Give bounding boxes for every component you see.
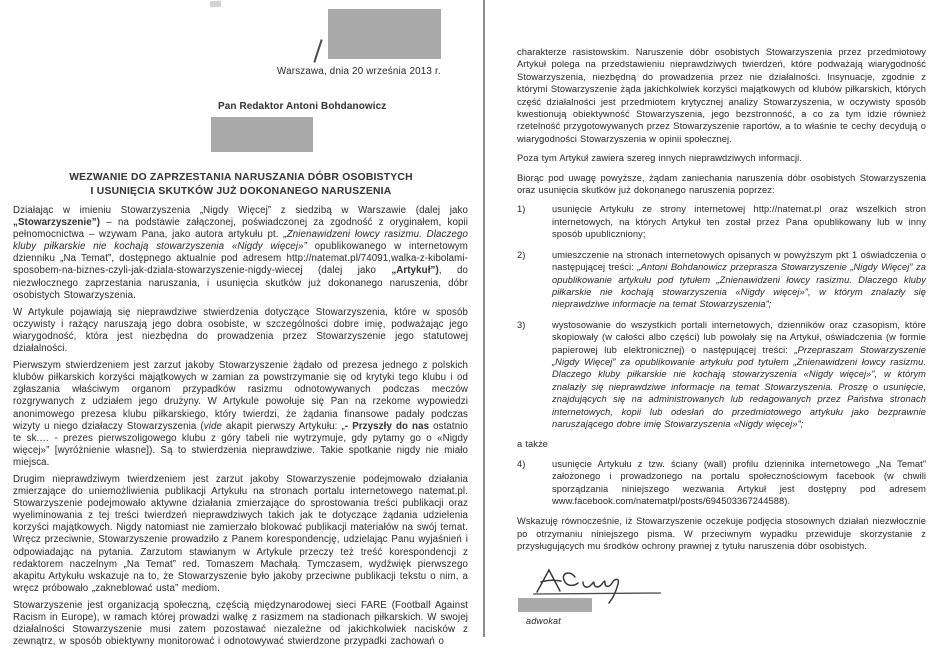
demand-item-4 bbox=[517, 458, 926, 508]
document-title-line-1: WEZWANIE DO ZAPRZESTANIA NARUSZANIA DÓBR OSOBISTYCH bbox=[69, 172, 413, 183]
paragraph-second-allegation: Drugim nieprawdziwym twierdzeniem jest zarzut jakoby Stowarzyszenie podejmowało działania zmierzające do uniemożliwienia publikacji Artykułu na stronach portalu internetowego natemat.pl. Stowarzyszenie podejmowało aktywne działania zmierzające do sprostowania treści publikacji oraz wyeliminowania z tej treści twierdzeń nieprawdziwych takich jak te dotyczące żądania udzielenia korzyści majątkowych. Nigdy natomiast nie zamierzało blokować publikacji materiałów na swój temat. Wręcz przeciwnie, Stowarzyszenie prowadziło z Panem korespondencję, udzielając Panu wyjaśnień i odpowiadając na pytania. Zarzutom stawianym w Artykule przeczy też treść korespondencji z redaktorem naczelnym „Na Temat” red. Tomaszem Machałą. Tymczasem, wydźwięk pierwszego akapitu Artykułu wskazuje na to, że Stowarzyszenie było jakoby przeciwne publikacji tekstu o nim, a wręcz próbowało „zakneblować usta” mediom. bbox=[13, 473, 468, 594]
signatory-role: adwokat bbox=[526, 615, 561, 626]
paragraph-fare: Stowarzyszenie jest organizacją społeczną, częścią międzynarodowej sieci FARE (Football Against Racism in Europe), w ramach której prowadzi walkę z rasizmem na stadionach piłkarskich. W swojej działalności Stowarzyszenie musi zatem pozostawać niezależne od jakichkolwiek nacisków z zewnątrz, w sposób obiektywny monitorować i odnotowywać stwierdzone przypadki zachowań o bbox=[13, 599, 468, 648]
paragraph-first-allegation: Pierwszym stwierdzeniem jest zarzut jakoby Stowarzyszenie żądało od prezesa jednego z polskich klubów piłkarskich korzyści majątkowych w zamian za powstrzymanie się od krytyki tego klubu i od zgłaszania właściwym organom przypadków rasizmu odnotowywanych podczas meczów rozgrywanych z udziałem jego drużyny. W Artykule powołuje się Pan na rzekome wypowiedzi anonimowego prezesa klubu piłkarskiego, który twierdzi, że żądania finansowe padały podczas wizyty u niego działaczy Stowarzyszenia (vide akapit pierwszy Artykułu: „- Przyszły do nas ostatnio te sk.… - prezes pierwszoligowego klubu z góry tabeli nie wytrzymuje, gdy pytamy go o «Nigdy więcej»” [wyróżnienie własne]). Są to stwierdzenia nieprawdziwe. Takie spotkanie nigdy nie miało miejsca. bbox=[13, 360, 469, 468]
demand-text: wystosowanie do wszystkich portali internetowych, dzienników oraz czasopism, które skopiowały (w całości albo części) lub powołały się na Artykuł, oświadczenia (w formie papierowej lub elektronicznej) o następującej treści: „Przepraszam Stowarzyszenie „Nigdy Więcej” za opublikowanie artykułu pod tytułem „Znienawidzeni łowcy rasizmu. Dlaczego kluby piłkarskie nie kochają stowarzyszenia «Nigdy więcej»”, w którym znalazły się nieprawdziwe informacje na temat Stowarzyszenia. Proszę o usunięcie, znajdujących się na administrowanych lub redagowanych przez Państwa stronach internetowych, kopii lub odesłań do przedmiotowego artykułu jako bezprawnie naruszającego dobre imię Stowarzyszenia «Nigdy więcej»”; bbox=[552, 319, 927, 429]
paragraph-other-falsehoods: Poza tym Artykuł zawiera szereg innych nieprawdziwych informacji. bbox=[517, 153, 802, 164]
page-1-body bbox=[13, 205, 468, 653]
page-2-body bbox=[517, 46, 926, 631]
demand-item-3 bbox=[517, 319, 926, 431]
addressee-name: Pan Redaktor Antoni Bohdanowicz bbox=[218, 101, 387, 112]
paragraph-intro: Działając w imieniu Stowarzyszenia „Nigdy Więcej” z siedzibą w Warszawie (dalej jako „Stowarzyszenie”) – na podstawie załączonej, poświadczonej za zgodność z oryginałem, kopii pełnomocnictwa – wzywam Pana, jako autora artykułu pt. „Znienawidzeni łowcy rasizmu. Dlaczego kluby piłkarskie nie kochają stowarzyszenia «Nigdy więcej»” opublikowanego w internetowym dzienniku „Na Temat”, dostępnego aktualnie pod adresem http://natemat.pl/74091,walka-z-kibolami-sposobem-na-biznes-czyli-jak-dziala-stowarzyszenie-nigdy-wiecej (dalej jako „Artykuł”), do niezwłocznego zaprzestania naruszania, i usunięcia skutków już dokonanego naruszenia, dóbr osobistych Stowarzyszenia. bbox=[13, 205, 468, 301]
demand-text: umieszczenie na stronach internetowych opisanych w powyższym pkt 1 oświadczenia o następującej treści: „Antoni Bohdanowicz przeprasza Stowarzyszenie „Nigdy Więcej” za opublikowanie artykułu pod tytułem „Znienawidzeni łowcy rasizmu. Dlaczego kluby piłkarskie nie kochają stowarzyszenia «Nigdy więcej»”, w którym znalazły się nieprawdziwe informacje na temat Stowarzyszenia”; bbox=[552, 249, 926, 310]
demand-number: 2) bbox=[517, 249, 526, 260]
demand-text: usunięcie Artykułu ze strony internetowej http://natemat.pl oraz wszelkich stron internetowych, na których Artykuł ten został przez Pana opublikowany lub w inny sposób upubliczniony; bbox=[552, 204, 926, 240]
page-edge-line bbox=[483, 0, 485, 637]
redaction-box-sender bbox=[328, 9, 441, 59]
handwritten-slash-mark bbox=[313, 39, 322, 62]
date-line: Warszawa, dnia 20 września 2013 r. bbox=[277, 66, 441, 77]
demand-number: 3) bbox=[517, 319, 526, 330]
scan-artifact-smudge bbox=[210, 1, 221, 8]
document-title-line-2: I USUNIĘCIA SKUTKÓW JUŻ DOKONANEGO NARUSZENIA bbox=[90, 185, 392, 197]
connector-text: a także bbox=[517, 439, 548, 450]
redaction-box-signatory bbox=[518, 598, 592, 612]
demand-number: 4) bbox=[517, 458, 526, 469]
document-title bbox=[0, 171, 482, 199]
demand-item-2 bbox=[517, 249, 926, 311]
redaction-box-address bbox=[211, 117, 313, 152]
paragraph-claims: W Artykule pojawiają się nieprawdziwe stwierdzenia dotyczące Stowarzyszenia, które w sposób oczywisty i rażący naruszają jego dobra osobiste, w szczególności dobre imię, podważając jego wiarygodność, która jest niezbędna do prowadzenia przez Stowarzyszenie jego statutowej działalności. bbox=[13, 306, 468, 355]
paragraph-continuation: charakterze rasistowskim. Naruszenie dóbr osobistych Stowarzyszenia przez przedmiotowy Artykuł polega na przedstawieniu nieprawdziwych twierdzeń, które podważają wiarygodność Stowarzyszenia, niezbędną do prowadzenia przez nie działalności. Insynuacje, zgodnie z którymi Stowarzyszenie żąda jakichkolwiek korzyści majątkowych od klubów piłkarskich, których część działalności jest przedmiotem krytycznej analizy Stowarzyszenia, w oczywisty sposób kwestionują obiektywność Stowarzyszenia, jego bezstronność, a co za tym idzie również rzetelność przygotowywanych przez Stowarzyszenie raportów, a to właśnie te cechy decydują o wiarygodności Stowarzyszenia w opinii społecznej. bbox=[517, 47, 926, 144]
signature-block bbox=[517, 565, 926, 631]
demand-number: 1) bbox=[517, 204, 526, 215]
paragraph-demands-intro: Biorąc pod uwagę powyższe, żądam zaniechania naruszenia dóbr osobistych Stowarzyszenia oraz usunięcia skutków już dokonanego naruszenia poprzez: bbox=[517, 172, 926, 196]
demand-text: usunięcie Artykułu z tzw. ściany (wall) profilu dziennika internetowego „Na Temat” założonego i prowadzonego na portalu społecznościowym facebook (w chwili sporządzania niniejszego wezwania Artykuł jest dostępny pod adresem www.facebook.com/natematpl/posts/694503367244588). bbox=[552, 458, 926, 506]
demand-item-1 bbox=[517, 203, 926, 240]
paragraph-closing: Wskazuję równocześnie, iż Stowarzyszenie oczekuje podjęcia stosownych działań niezwłocznie po otrzymaniu niniejszego pisma. W przeciwnym wypadku przewiduje skorzystanie z przysługujących mu środków ochrony prawnej z tytułu naruszenia dóbr osobistych. bbox=[517, 516, 926, 552]
